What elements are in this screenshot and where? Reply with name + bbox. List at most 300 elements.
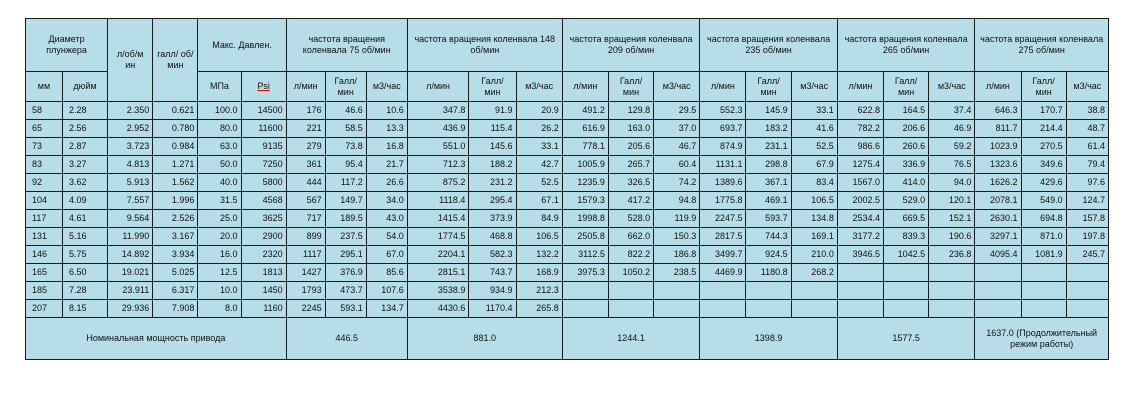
speed-header-75: частота вращения коленвала 75 об/мин: [286, 19, 407, 72]
table-cell: 7250: [241, 156, 286, 174]
table-cell: [700, 282, 746, 300]
table-row: [26, 246, 1109, 264]
table-cell: 120.1: [929, 192, 975, 210]
table-cell: 3112.5: [562, 246, 608, 264]
table-cell: 119.9: [654, 210, 700, 228]
m3h-header-275: м3/час: [1066, 72, 1108, 102]
gpm-header-235: Галл/ мин: [746, 72, 791, 102]
table-cell: 236.8: [929, 246, 975, 264]
gpm-header-265: Галл/ мин: [884, 72, 929, 102]
table-cell: [1066, 264, 1108, 282]
table-cell: 10.6: [366, 102, 407, 120]
speed-header-148: частота вращения коленвала 148 об/мин: [407, 19, 562, 72]
table-cell: [1066, 300, 1108, 318]
gpm-header-148: Галл/ мин: [469, 72, 516, 102]
table-cell: 169.1: [791, 228, 837, 246]
table-cell: 134.7: [366, 300, 407, 318]
table-cell: 1415.4: [407, 210, 469, 228]
table-row: [26, 300, 1109, 318]
table-cell: 165: [26, 264, 63, 282]
gpm-header-275: Галл/ мин: [1021, 72, 1066, 102]
table-cell: 1323.6: [975, 156, 1021, 174]
table-cell: 67.1: [516, 192, 562, 210]
table-cell: 104: [26, 192, 63, 210]
table-cell: 20.0: [198, 228, 241, 246]
table-cell: 1389.6: [700, 174, 746, 192]
table-cell: 1998.8: [562, 210, 608, 228]
table-cell: 92: [26, 174, 63, 192]
table-cell: 33.1: [516, 138, 562, 156]
table-cell: 29.5: [654, 102, 700, 120]
table-cell: 52.5: [516, 174, 562, 192]
table-cell: 221: [286, 120, 325, 138]
table-cell: 260.6: [884, 138, 929, 156]
table-cell: 65: [26, 120, 63, 138]
table-cell: 417.2: [608, 192, 653, 210]
m3h-header-235: м3/час: [791, 72, 837, 102]
table-cell: 59.2: [929, 138, 975, 156]
table-cell: 469.1: [746, 192, 791, 210]
table-cell: 11600: [241, 120, 286, 138]
table-cell: 231.1: [746, 138, 791, 156]
table-cell: 237.5: [325, 228, 366, 246]
table-cell: 189.5: [325, 210, 366, 228]
lpm-header-148: л/мин: [407, 72, 469, 102]
m3h-header-209: м3/час: [654, 72, 700, 102]
table-cell: 33.1: [791, 102, 837, 120]
table-cell: 295.4: [469, 192, 516, 210]
table-cell: 347.8: [407, 102, 469, 120]
table-cell: 146: [26, 246, 63, 264]
table-row: [26, 264, 1109, 282]
table-cell: 1.562: [153, 174, 198, 192]
table-row: [26, 210, 1109, 228]
table-cell: 197.8: [1066, 228, 1108, 246]
table-cell: 245.7: [1066, 246, 1108, 264]
table-cell: 12.5: [198, 264, 241, 282]
table-cell: 270.5: [1021, 138, 1066, 156]
table-cell: 26.2: [516, 120, 562, 138]
rated-power-value: 1637.0 (Продолжительный режим работы): [975, 318, 1109, 360]
table-cell: 693.7: [700, 120, 746, 138]
table-cell: 811.7: [975, 120, 1021, 138]
table-cell: [929, 282, 975, 300]
table-cell: 58: [26, 102, 63, 120]
table-cell: 5.75: [62, 246, 107, 264]
table-cell: 669.5: [884, 210, 929, 228]
table-cell: 1567.0: [837, 174, 883, 192]
table-cell: 2.56: [62, 120, 107, 138]
table-cell: 10.0: [198, 282, 241, 300]
table-cell: [654, 282, 700, 300]
table-cell: 94.8: [654, 192, 700, 210]
table-cell: 899: [286, 228, 325, 246]
table-cell: 25.0: [198, 210, 241, 228]
table-cell: 0.984: [153, 138, 198, 156]
table-cell: 185: [26, 282, 63, 300]
table-cell: 164.5: [884, 102, 929, 120]
table-cell: 549.0: [1021, 192, 1066, 210]
table-cell: 367.1: [746, 174, 791, 192]
rated-power-value: 1398.9: [700, 318, 838, 360]
table-cell: 2245: [286, 300, 325, 318]
table-cell: 2817.5: [700, 228, 746, 246]
rated-power-value: 1577.5: [837, 318, 975, 360]
m3h-header-148: м3/час: [516, 72, 562, 102]
table-cell: 468.8: [469, 228, 516, 246]
table-cell: 4568: [241, 192, 286, 210]
table-cell: 107.6: [366, 282, 407, 300]
table-cell: 924.5: [746, 246, 791, 264]
table-cell: 145.6: [469, 138, 516, 156]
table-cell: 744.3: [746, 228, 791, 246]
table-cell: 67.9: [791, 156, 837, 174]
table-cell: 662.0: [608, 228, 653, 246]
table-cell: 190.6: [929, 228, 975, 246]
table-cell: 157.8: [1066, 210, 1108, 228]
table-cell: 5.913: [108, 174, 153, 192]
table-cell: 1005.9: [562, 156, 608, 174]
table-cell: 1235.9: [562, 174, 608, 192]
table-cell: 132.2: [516, 246, 562, 264]
table-cell: 5.025: [153, 264, 198, 282]
mpa-header: МПа: [198, 72, 241, 102]
table-cell: 54.0: [366, 228, 407, 246]
table-cell: 822.2: [608, 246, 653, 264]
table-cell: 95.4: [325, 156, 366, 174]
table-cell: 74.2: [654, 174, 700, 192]
table-cell: 874.9: [700, 138, 746, 156]
table-cell: 1180.8: [746, 264, 791, 282]
table-cell: 13.3: [366, 120, 407, 138]
table-cell: 41.6: [791, 120, 837, 138]
table-cell: 349.6: [1021, 156, 1066, 174]
table-cell: 1118.4: [407, 192, 469, 210]
table-cell: 1579.3: [562, 192, 608, 210]
table-cell: 91.9: [469, 102, 516, 120]
table-cell: 117: [26, 210, 63, 228]
table-cell: 149.7: [325, 192, 366, 210]
table-cell: 1813: [241, 264, 286, 282]
gpm-header-75: Галл/ мин: [325, 72, 366, 102]
speed-header-275: частота вращения коленвала 275 об/мин: [975, 19, 1109, 72]
table-cell: 473.7: [325, 282, 366, 300]
table-cell: 145.9: [746, 102, 791, 120]
table-cell: 0.780: [153, 120, 198, 138]
table-cell: 491.2: [562, 102, 608, 120]
table-cell: 134.8: [791, 210, 837, 228]
table-cell: 2.526: [153, 210, 198, 228]
rated-power-label: Номинальная мощность привода: [26, 318, 287, 360]
table-cell: 26.6: [366, 174, 407, 192]
table-cell: 183.2: [746, 120, 791, 138]
table-cell: 2815.1: [407, 264, 469, 282]
table-cell: 31.5: [198, 192, 241, 210]
table-cell: 3177.2: [837, 228, 883, 246]
table-cell: 552.3: [700, 102, 746, 120]
table-cell: 567: [286, 192, 325, 210]
table-cell: 212.3: [516, 282, 562, 300]
table-cell: 163.0: [608, 120, 653, 138]
table-cell: 46.9: [929, 120, 975, 138]
lpm-header-235: л/мин: [700, 72, 746, 102]
table-cell: [1021, 300, 1066, 318]
table-cell: 19.021: [108, 264, 153, 282]
table-cell: 34.0: [366, 192, 407, 210]
table-cell: 9135: [241, 138, 286, 156]
table-cell: 231.2: [469, 174, 516, 192]
table-cell: 6.317: [153, 282, 198, 300]
table-cell: 551.0: [407, 138, 469, 156]
table-cell: [791, 300, 837, 318]
table-cell: [837, 282, 883, 300]
table-cell: 593.7: [746, 210, 791, 228]
table-cell: 76.5: [929, 156, 975, 174]
table-cell: 14.892: [108, 246, 153, 264]
table-cell: 4469.9: [700, 264, 746, 282]
table-cell: 694.8: [1021, 210, 1066, 228]
table-cell: 1081.9: [1021, 246, 1066, 264]
table-cell: 5800: [241, 174, 286, 192]
speed-header-265: частота вращения коленвала 265 об/мин: [837, 19, 975, 72]
table-cell: 839.3: [884, 228, 929, 246]
table-cell: 582.3: [469, 246, 516, 264]
table-cell: 616.9: [562, 120, 608, 138]
table-cell: 188.2: [469, 156, 516, 174]
lpm-header-209: л/мин: [562, 72, 608, 102]
table-cell: [608, 282, 653, 300]
table-cell: 14500: [241, 102, 286, 120]
table-cell: 593.1: [325, 300, 366, 318]
table-cell: 4430.6: [407, 300, 469, 318]
psi-label: Psi: [257, 81, 270, 91]
inch-header: дюйм: [62, 72, 107, 102]
table-cell: 52.5: [791, 138, 837, 156]
table-cell: [884, 282, 929, 300]
table-cell: 622.8: [837, 102, 883, 120]
psi-header: [241, 72, 286, 102]
table-cell: 326.5: [608, 174, 653, 192]
table-cell: 3297.1: [975, 228, 1021, 246]
table-cell: 205.6: [608, 138, 653, 156]
table-cell: 83: [26, 156, 63, 174]
table-cell: 58.5: [325, 120, 366, 138]
table-cell: 106.5: [516, 228, 562, 246]
gal-per-rev-header: галл/ об/мин: [153, 19, 198, 102]
table-cell: 2.28: [62, 102, 107, 120]
speed-header-235: частота вращения коленвала 235 об/мин: [700, 19, 838, 72]
table-cell: 1050.2: [608, 264, 653, 282]
table-cell: 3975.3: [562, 264, 608, 282]
gpm-header-209: Галл/ мин: [608, 72, 653, 102]
table-cell: 94.0: [929, 174, 975, 192]
table-cell: 646.3: [975, 102, 1021, 120]
table-cell: 48.7: [1066, 120, 1108, 138]
table-cell: 1042.5: [884, 246, 929, 264]
table-cell: 150.3: [654, 228, 700, 246]
table-cell: 9.564: [108, 210, 153, 228]
table-cell: 3.723: [108, 138, 153, 156]
table-cell: 336.9: [884, 156, 929, 174]
table-cell: 100.0: [198, 102, 241, 120]
footer-row: [26, 318, 1109, 360]
lpm-header-75: л/мин: [286, 72, 325, 102]
table-cell: 7.908: [153, 300, 198, 318]
table-row: [26, 174, 1109, 192]
table-cell: 63.0: [198, 138, 241, 156]
rated-power-value: 881.0: [407, 318, 562, 360]
table-cell: [654, 300, 700, 318]
table-cell: 80.0: [198, 120, 241, 138]
mm-header: мм: [26, 72, 63, 102]
table-cell: 42.7: [516, 156, 562, 174]
table-cell: 40.0: [198, 174, 241, 192]
table-row: [26, 138, 1109, 156]
table-cell: 4.09: [62, 192, 107, 210]
table-cell: 115.4: [469, 120, 516, 138]
table-cell: [1066, 282, 1108, 300]
table-row: [26, 228, 1109, 246]
table-cell: 528.0: [608, 210, 653, 228]
table-cell: 186.8: [654, 246, 700, 264]
table-cell: 8.15: [62, 300, 107, 318]
table-cell: 85.6: [366, 264, 407, 282]
table-cell: 436.9: [407, 120, 469, 138]
table-row: [26, 282, 1109, 300]
plunger-diameter-header: Диаметр плунжера: [26, 19, 108, 72]
table-cell: 23.911: [108, 282, 153, 300]
table-cell: 3625: [241, 210, 286, 228]
header-row-1: [26, 19, 1109, 72]
table-row: [26, 120, 1109, 138]
table-cell: 712.3: [407, 156, 469, 174]
table-cell: 238.5: [654, 264, 700, 282]
table-cell: [975, 282, 1021, 300]
table-cell: 16.0: [198, 246, 241, 264]
table-cell: 871.0: [1021, 228, 1066, 246]
table-cell: 1774.5: [407, 228, 469, 246]
table-cell: 2204.1: [407, 246, 469, 264]
table-cell: 2900: [241, 228, 286, 246]
table-cell: [1021, 282, 1066, 300]
table-cell: 206.6: [884, 120, 929, 138]
table-cell: 37.4: [929, 102, 975, 120]
table-cell: 1160: [241, 300, 286, 318]
table-cell: 4.61: [62, 210, 107, 228]
table-cell: 279: [286, 138, 325, 156]
table-cell: 1131.1: [700, 156, 746, 174]
table-cell: [975, 264, 1021, 282]
table-cell: 106.5: [791, 192, 837, 210]
table-cell: 717: [286, 210, 325, 228]
table-cell: 46.6: [325, 102, 366, 120]
table-cell: 4.813: [108, 156, 153, 174]
table-cell: 3538.9: [407, 282, 469, 300]
table-cell: 73: [26, 138, 63, 156]
table-cell: 265.7: [608, 156, 653, 174]
table-cell: 934.9: [469, 282, 516, 300]
table-cell: 1793: [286, 282, 325, 300]
rated-power-value: 1244.1: [562, 318, 700, 360]
table-cell: 2320: [241, 246, 286, 264]
table-cell: [837, 300, 883, 318]
table-cell: [791, 282, 837, 300]
speed-header-209: частота вращения коленвала 209 об/мин: [562, 19, 700, 72]
table-cell: 1450: [241, 282, 286, 300]
table-cell: 2247.5: [700, 210, 746, 228]
table-cell: 38.8: [1066, 102, 1108, 120]
table-cell: [884, 300, 929, 318]
table-cell: 37.0: [654, 120, 700, 138]
table-cell: 29.936: [108, 300, 153, 318]
pump-spec-table: [25, 18, 1109, 360]
table-cell: 2.350: [108, 102, 153, 120]
table-cell: 8.0: [198, 300, 241, 318]
m3h-header-265: м3/час: [929, 72, 975, 102]
table-cell: 295.1: [325, 246, 366, 264]
table-cell: 131: [26, 228, 63, 246]
table-cell: 97.6: [1066, 174, 1108, 192]
table-cell: [929, 264, 975, 282]
table-cell: [746, 300, 791, 318]
table-cell: 1275.4: [837, 156, 883, 174]
table-cell: [562, 282, 608, 300]
table-cell: 43.0: [366, 210, 407, 228]
table-cell: 11.990: [108, 228, 153, 246]
table-cell: 298.8: [746, 156, 791, 174]
table-cell: 5.16: [62, 228, 107, 246]
table-cell: 429.6: [1021, 174, 1066, 192]
table-cell: 986.6: [837, 138, 883, 156]
max-pressure-header: Макс. Давлен.: [198, 19, 286, 72]
table-cell: 529.0: [884, 192, 929, 210]
table-cell: 4095.4: [975, 246, 1021, 264]
table-cell: 207: [26, 300, 63, 318]
table-cell: 176: [286, 102, 325, 120]
table-cell: 361: [286, 156, 325, 174]
table-cell: 2002.5: [837, 192, 883, 210]
table-cell: 2630.1: [975, 210, 1021, 228]
table-cell: [608, 300, 653, 318]
table-cell: 117.2: [325, 174, 366, 192]
table-cell: 2534.4: [837, 210, 883, 228]
table-row: [26, 192, 1109, 210]
table-row: [26, 156, 1109, 174]
table-cell: 1023.9: [975, 138, 1021, 156]
table-cell: 152.1: [929, 210, 975, 228]
table-cell: [1021, 264, 1066, 282]
table-cell: 444: [286, 174, 325, 192]
table-cell: 1.271: [153, 156, 198, 174]
table-cell: [884, 264, 929, 282]
table-cell: 7.28: [62, 282, 107, 300]
table-cell: 61.4: [1066, 138, 1108, 156]
table-cell: 16.8: [366, 138, 407, 156]
table-cell: 1427: [286, 264, 325, 282]
table-cell: 875.2: [407, 174, 469, 192]
m3h-header-75: м3/час: [366, 72, 407, 102]
table-cell: 373.9: [469, 210, 516, 228]
table-cell: 1775.8: [700, 192, 746, 210]
table-cell: 265.8: [516, 300, 562, 318]
table-cell: 21.7: [366, 156, 407, 174]
table-cell: 782.2: [837, 120, 883, 138]
table-cell: 1170.4: [469, 300, 516, 318]
table-cell: 83.4: [791, 174, 837, 192]
table-cell: 124.7: [1066, 192, 1108, 210]
table-cell: [746, 282, 791, 300]
lpm-header-275: л/мин: [975, 72, 1021, 102]
